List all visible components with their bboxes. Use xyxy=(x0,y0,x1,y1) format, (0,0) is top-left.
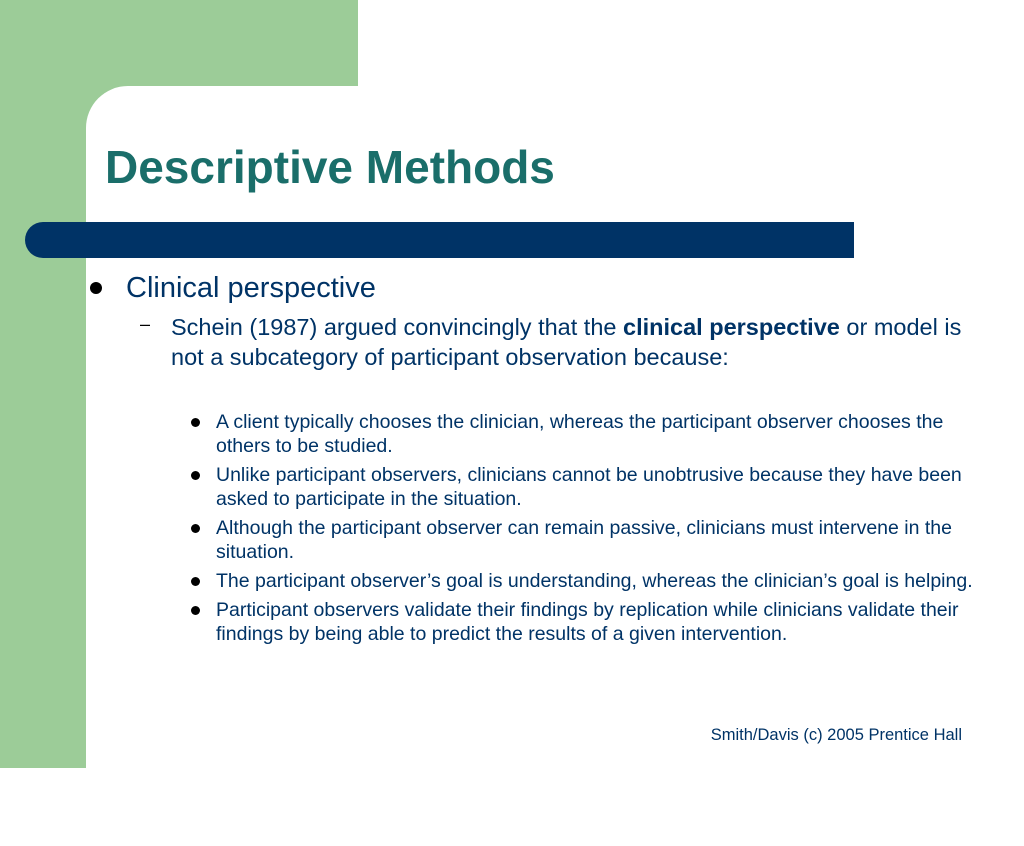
bullet-icon xyxy=(191,606,200,615)
level2-text-after: or model is not a subcategory of participant observation because: xyxy=(171,314,962,370)
bullet-icon xyxy=(191,418,200,427)
level3-item xyxy=(189,410,999,458)
level2-bold-text: clinical perspective xyxy=(623,314,840,340)
level3-text: Although the participant observer can remain passive, clinicians must intervene in the situation. xyxy=(216,517,952,563)
dash-icon: – xyxy=(140,314,151,334)
bullet-icon xyxy=(191,471,200,480)
level3-text: Participant observers validate their findings by replication while clinicians validate their findings by being able to predict the results of a given intervention. xyxy=(216,599,959,645)
bullet-icon xyxy=(191,524,200,533)
level3-list xyxy=(189,410,999,651)
level2-text-before: Schein (1987) argued convincingly that the xyxy=(171,314,624,340)
slide-title: Descriptive Methods xyxy=(105,141,555,193)
level3-text: Unlike participant observers, clinicians cannot be unobtrusive because they have been asked to participate in the situation. xyxy=(216,464,962,510)
level2-item xyxy=(140,312,1000,372)
level3-item xyxy=(189,598,999,646)
bullet-icon xyxy=(90,282,102,294)
footer-credit: Smith/Davis (c) 2005 Prentice Hall xyxy=(710,726,962,744)
level3-item xyxy=(189,463,999,511)
level3-text: A client typically chooses the clinician, whereas the participant observer chooses the others to be studied. xyxy=(216,411,944,457)
level3-item xyxy=(189,569,999,593)
level2-text xyxy=(171,312,1000,372)
level3-item xyxy=(189,516,999,564)
bullet-icon xyxy=(191,577,200,586)
level1-item xyxy=(90,270,376,306)
level3-text: The participant observer’s goal is understanding, whereas the clinician’s goal is helping. xyxy=(216,570,973,592)
title-underline-bar xyxy=(25,222,854,258)
level1-text: Clinical perspective xyxy=(126,272,376,304)
